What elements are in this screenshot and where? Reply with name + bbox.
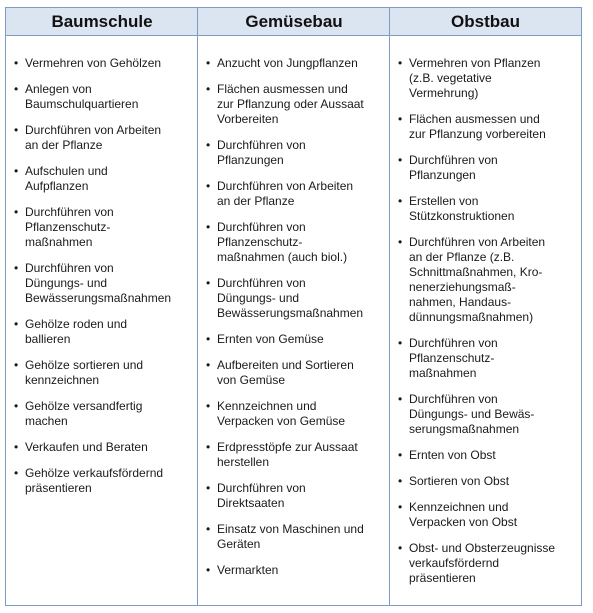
list-item: • Verkaufen und Beraten xyxy=(14,440,194,455)
list-item: • Gehölze sortieren und kennzeichnen xyxy=(14,358,194,388)
list-item: • Flächen ausmessen und zur Pflanzung vorbereiten xyxy=(398,112,580,142)
list-item: • Vermehren von Gehölzen xyxy=(14,56,194,71)
list-item: • Durchführen von Düngungs- und Bewässerungsmaßnahmen xyxy=(206,276,386,321)
column-divider xyxy=(197,8,198,605)
list-item: • Anzucht von Jungpflanzen xyxy=(206,56,386,71)
list-item: • Durchführen von Pflanzenschutz- maßnahmen xyxy=(398,336,580,381)
column-gemuesebau xyxy=(206,56,386,589)
list-item: • Vermarkten xyxy=(206,563,386,578)
list-item: • Sortieren von Obst xyxy=(398,474,580,489)
list-item: • Einsatz von Maschinen und Geräten xyxy=(206,522,386,552)
list-item: • Anlegen von Baumschulquartieren xyxy=(14,82,194,112)
list-item: • Durchführen von Pflanzungen xyxy=(206,138,386,168)
list-item: • Aufschulen und Aufpflanzen xyxy=(14,164,194,194)
list-item: • Durchführen von Arbeiten an der Pflanze xyxy=(206,179,386,209)
list-item: • Flächen ausmessen und zur Pflanzung oder Aussaat Vorbereiten xyxy=(206,82,386,127)
task-list-baumschule xyxy=(14,56,194,496)
column-obstbau xyxy=(398,56,580,597)
list-item: • Gehölze roden und ballieren xyxy=(14,317,194,347)
list-item: • Vermehren von Pflanzen (z.B. vegetative Vermehrung) xyxy=(398,56,580,101)
task-list-obstbau xyxy=(398,56,580,586)
list-item: • Ernten von Obst xyxy=(398,448,580,463)
tasks-table xyxy=(5,7,582,606)
list-item: • Kennzeichnen und Verpacken von Obst xyxy=(398,500,580,530)
list-item: • Durchführen von Direktsaaten xyxy=(206,481,386,511)
header-baumschule: Baumschule xyxy=(51,12,153,31)
list-item: • Durchführen von Düngungs- und Bewäs- serungsmaßnahmen xyxy=(398,392,580,437)
table-header-row xyxy=(6,8,581,36)
list-item: • Durchführen von Pflanzenschutz- maßnahmen (auch biol.) xyxy=(206,220,386,265)
list-item: • Erstellen von Stützkonstruktionen xyxy=(398,194,580,224)
list-item: • Durchführen von Pflanzenschutz- maßnahmen xyxy=(14,205,194,250)
list-item: • Kennzeichnen und Verpacken von Gemüse xyxy=(206,399,386,429)
column-divider xyxy=(389,8,390,605)
list-item: • Gehölze verkaufsfördernd präsentieren xyxy=(14,466,194,496)
list-item: • Obst- und Obsterzeugnisse verkaufsfördernd präsentieren xyxy=(398,541,580,586)
list-item: • Durchführen von Arbeiten an der Pflanze (z.B. Schnittmaßnahmen, Kro- nenerziehungsmaß- nahmen, Handaus- dünnungsmaßnahmen) xyxy=(398,235,580,325)
list-item: • Aufbereiten und Sortieren von Gemüse xyxy=(206,358,386,388)
list-item: • Erdpresstöpfe zur Aussaat herstellen xyxy=(206,440,386,470)
list-item: • Durchführen von Düngungs- und Bewässerungsmaßnahmen xyxy=(14,261,194,306)
list-item: • Ernten von Gemüse xyxy=(206,332,386,347)
list-item: • Gehölze versandfertig machen xyxy=(14,399,194,429)
column-baumschule xyxy=(14,56,194,507)
list-item: • Durchführen von Pflanzungen xyxy=(398,153,580,183)
task-list-gemuesebau xyxy=(206,56,386,578)
header-obstbau: Obstbau xyxy=(451,12,520,31)
header-gemuesebau: Gemüsebau xyxy=(245,12,343,31)
list-item: • Durchführen von Arbeiten an der Pflanze xyxy=(14,123,194,153)
